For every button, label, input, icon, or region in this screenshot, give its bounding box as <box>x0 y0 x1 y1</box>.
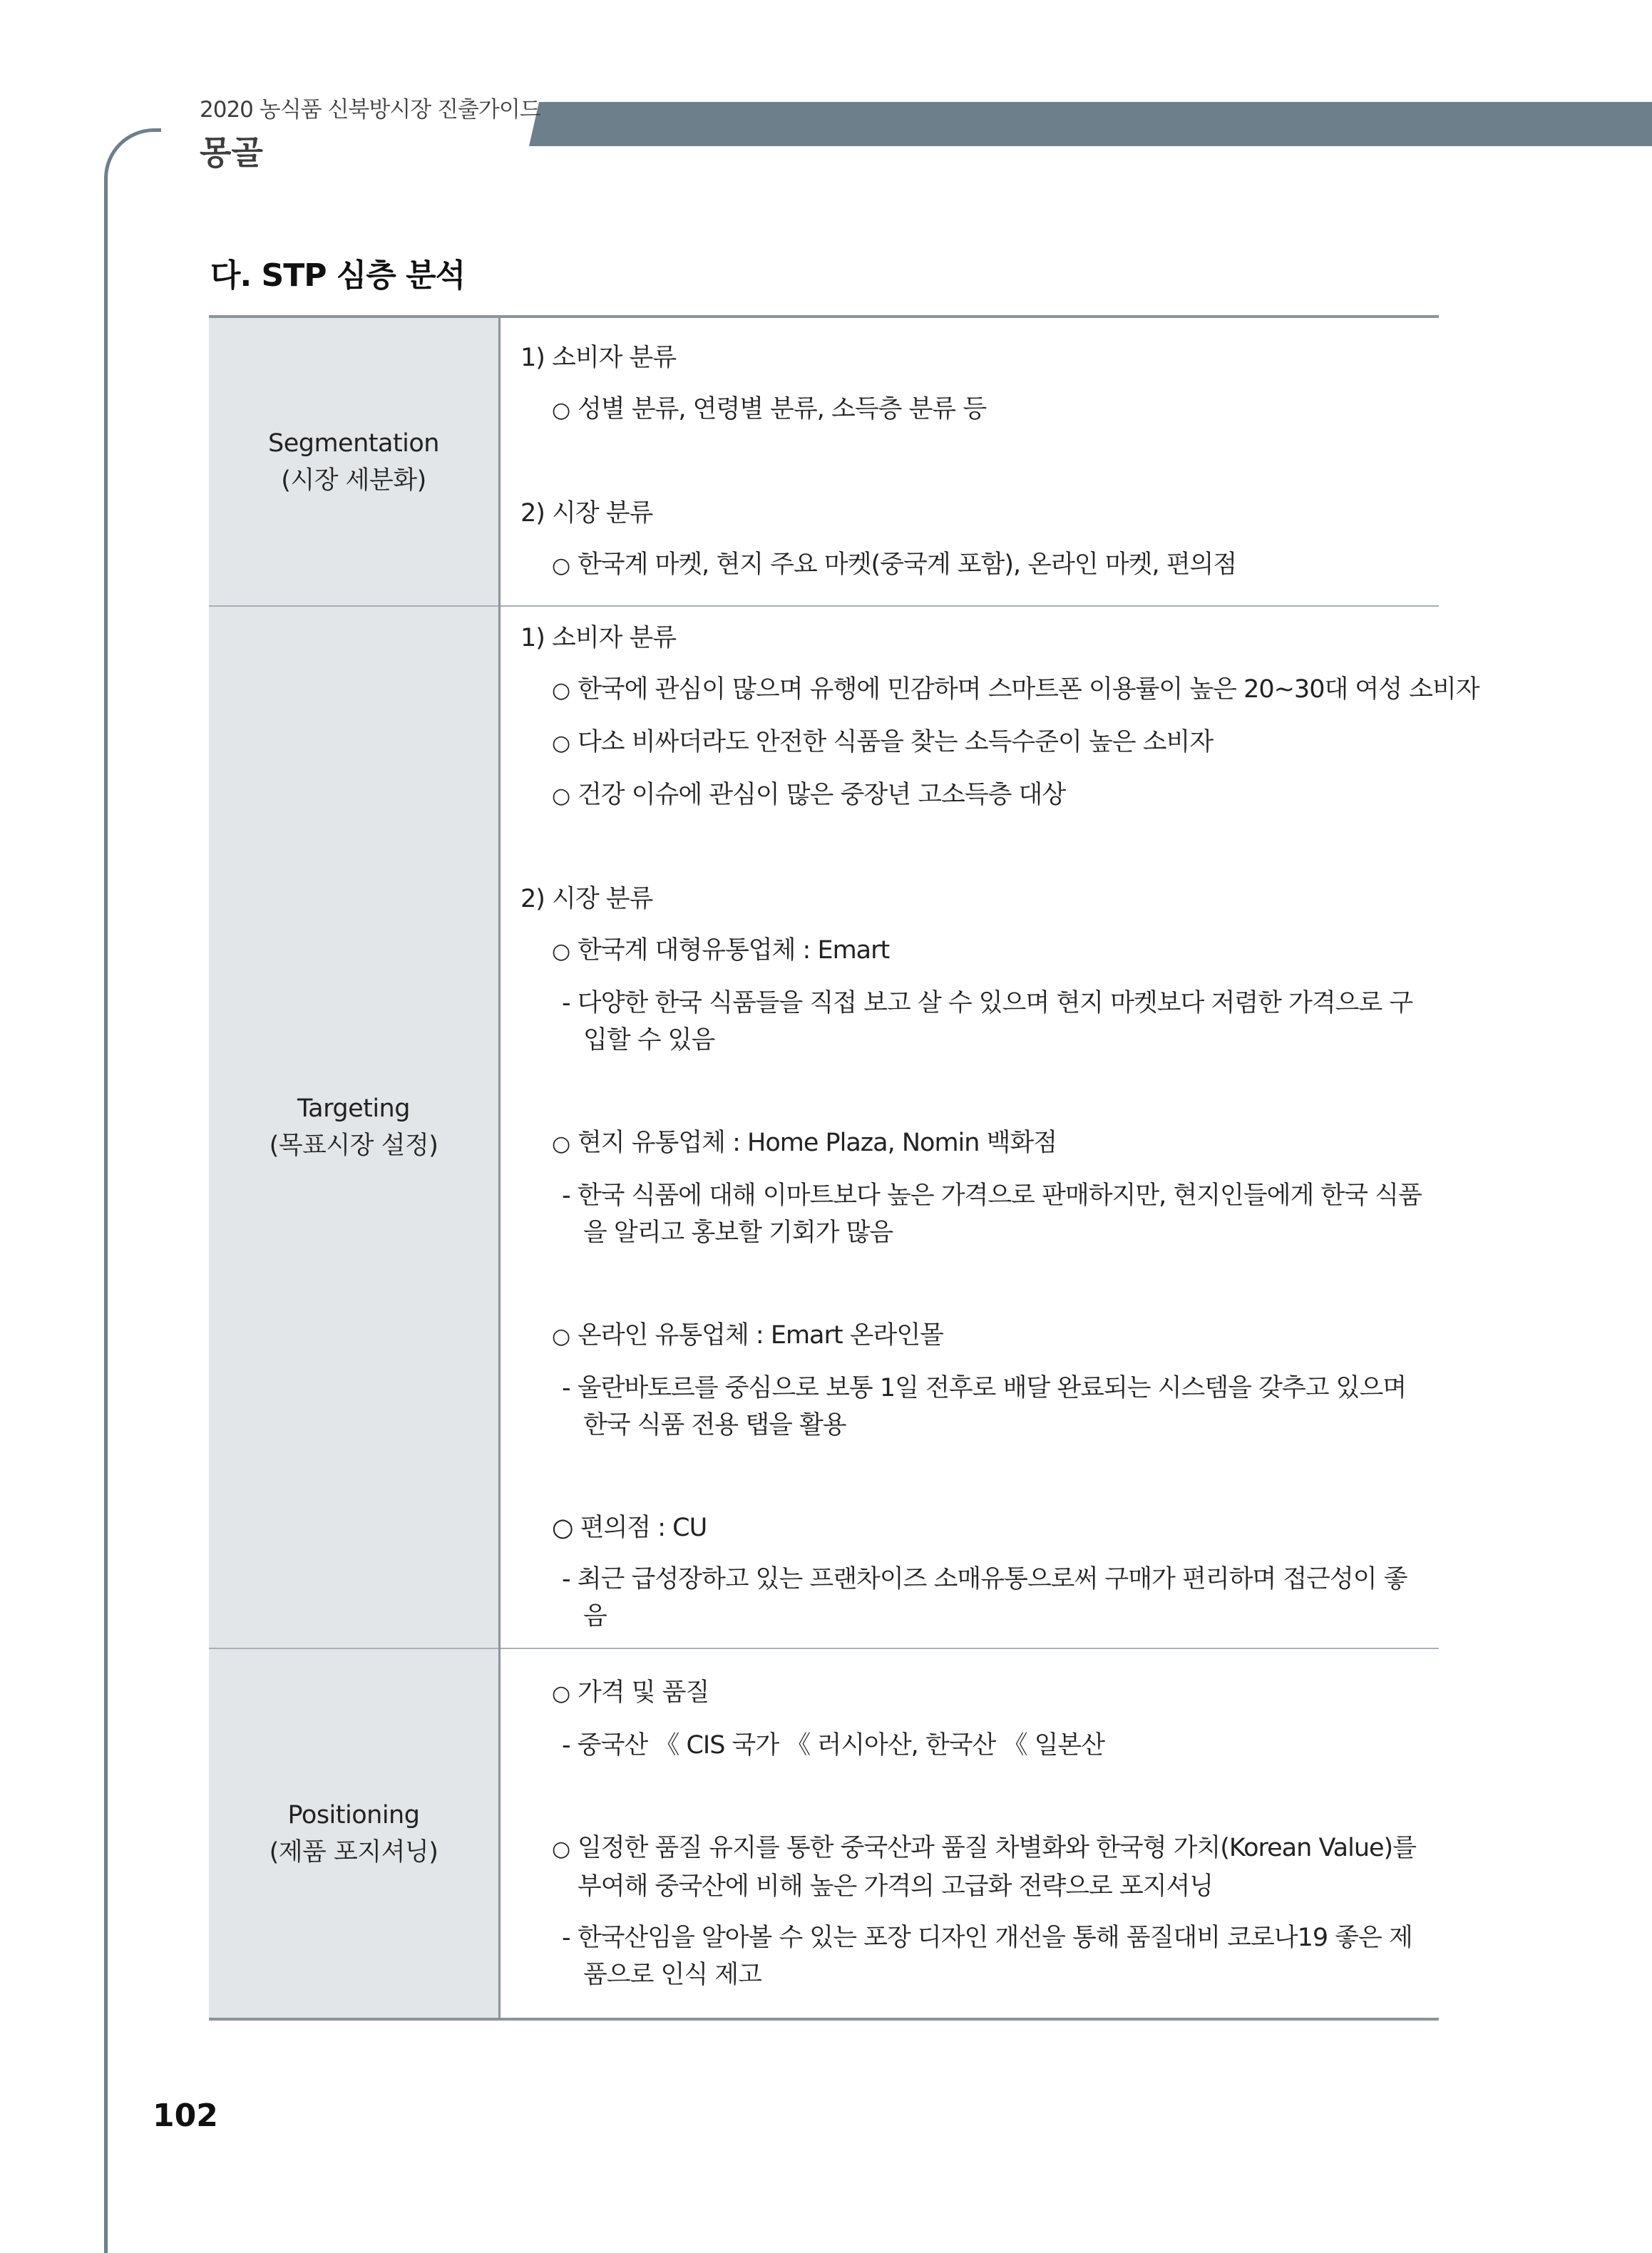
bullet-text: 한국계 대형유통업체 : Emart <box>578 936 890 965</box>
circle-bullet-icon: ○ <box>552 397 570 423</box>
subheading: 1) 소비자 분류 <box>520 343 677 372</box>
bullet-text: 다소 비싸더라도 안전한 식품을 찾는 소득수준이 높은 소비자 <box>578 728 1214 756</box>
bullet-item <box>520 664 1479 717</box>
table-row-positioning <box>209 1648 1439 2019</box>
category-sublabel: (시장 세분화) <box>281 466 426 495</box>
bullet-item <box>520 1667 1423 1720</box>
dash-item <box>520 1720 1423 1771</box>
dash-item <box>520 1912 1423 2001</box>
bullet-item <box>520 717 1423 769</box>
category-sublabel: (제품 포지셔닝) <box>269 1837 438 1867</box>
dash-bullet-icon: - <box>562 1181 578 1210</box>
category-label: Targeting <box>297 1094 410 1123</box>
category-cell-targeting <box>209 606 500 1648</box>
dash-item <box>520 977 1423 1066</box>
category-sublabel: (목표시장 설정) <box>269 1131 438 1160</box>
page-number: 102 <box>153 2098 218 2134</box>
dash-bullet-icon: - <box>562 1923 578 1952</box>
dash-bullet-icon: - <box>562 1565 578 1593</box>
bullet-item <box>520 1117 1423 1170</box>
stp-table <box>209 315 1479 2021</box>
category-label: Positioning <box>287 1800 420 1829</box>
bullet-text: 가격 및 품질 <box>578 1678 709 1707</box>
circle-bullet-icon: ○ <box>552 939 570 964</box>
circle-bullet-icon: ○ <box>552 784 570 809</box>
circle-bullet-icon: ○ <box>552 1836 570 1862</box>
bullet-item <box>520 1310 1423 1362</box>
bullet-text: 한국에 관심이 많으며 유행에 민감하며 스마트폰 이용률이 높은 20~30대 여성 소비자 <box>578 675 1479 704</box>
bullet-item <box>520 925 1423 977</box>
bullet-item: ○ 편의점 : CU <box>552 1514 707 1542</box>
dash-bullet-icon: - <box>562 989 578 1017</box>
section-title: 다. STP 심층 분석 <box>210 257 466 294</box>
bullet-text: 성별 분류, 연령별 분류, 소득층 분류 등 <box>578 394 987 424</box>
circle-bullet-icon: ○ <box>552 1324 570 1349</box>
bullet-item <box>520 769 1423 822</box>
dash-item <box>520 1362 1423 1451</box>
dash-text: 한국 식품에 대해 이마트보다 높은 가격으로 판매하지만, 현지인들에게 한국 식품을 알리고 홍보할 기회가 많음 <box>577 1181 1422 1247</box>
category-label: Segmentation <box>268 428 439 458</box>
category-cell-segmentation <box>209 317 500 606</box>
circle-bullet-icon: ○ <box>552 553 570 578</box>
dash-text: 최근 급성장하고 있는 프랜차이즈 소매유통으로써 구매가 편리하며 접근성이 좋음 <box>577 1565 1407 1631</box>
dash-text: 울란바토르를 중심으로 보통 1일 전후로 배달 완료되는 시스템을 갖추고 있으며 한국 식품 전용 탭을 활용 <box>577 1374 1407 1439</box>
content-cell-targeting <box>500 606 1479 1648</box>
category-cell-positioning <box>209 1648 500 2019</box>
subheading: 2) 시장 분류 <box>520 498 653 528</box>
bullet-item <box>520 539 1423 592</box>
dash-text: 한국산임을 알아볼 수 있는 포장 디자인 개선을 통해 품질대비 코로나19 좋은 제품으로 인식 제고 <box>577 1923 1412 1989</box>
circle-bullet-icon: ○ <box>552 678 570 703</box>
dash-text: 중국산 《 CIS 국가 《 러시아산, 한국산 《 일본산 <box>577 1730 1105 1760</box>
bullet-text: 한국계 마켓, 현지 주요 마켓(중국계 포함), 온라인 마켓, 편의점 <box>578 550 1237 579</box>
bullet-item <box>520 1822 1423 1912</box>
table-row-targeting <box>209 606 1439 1648</box>
table-row-segmentation <box>209 317 1439 606</box>
bullet-text: 일정한 품질 유지를 통한 중국산과 품질 차별화와 한국형 가치(Korean Value)를 부여해 중국산에 비해 높은 가격의 고급화 전략으로 포지셔닝 <box>578 1833 1417 1901</box>
dash-item <box>520 1170 1423 1258</box>
bullet-text: 온라인 유통업체 : Emart 온라인몰 <box>578 1321 943 1350</box>
dash-text: 다양한 한국 식품들을 직접 보고 살 수 있으며 현지 마켓보다 저렴한 가격으로 구입할 수 있음 <box>577 989 1413 1054</box>
circle-bullet-icon: ○ <box>552 1680 570 1706</box>
header-title: 몽골 <box>200 133 263 172</box>
bullet-text: 현지 유통업체 : Home Plaza, Nomin 백화점 <box>578 1129 1057 1157</box>
page-frame-line <box>104 128 161 2253</box>
bullet-item <box>520 384 1423 436</box>
circle-bullet-icon: ○ <box>552 731 570 756</box>
subheading: 2) 시장 분류 <box>520 885 653 913</box>
bullet-text: 건강 이슈에 관심이 많은 중장년 고소득층 대상 <box>578 781 1066 809</box>
dash-bullet-icon: - <box>562 1374 578 1402</box>
header-bar <box>529 102 1652 146</box>
dash-item <box>520 1554 1423 1642</box>
circle-bullet-icon: ○ <box>552 1131 570 1156</box>
dash-bullet-icon: - <box>562 1730 578 1760</box>
header-subtitle: 2020 농식품 신북방시장 진출가이드 <box>200 97 540 123</box>
content-cell-segmentation <box>500 317 1440 606</box>
content-cell-positioning <box>500 1648 1440 2019</box>
subheading: 1) 소비자 분류 <box>520 624 677 652</box>
